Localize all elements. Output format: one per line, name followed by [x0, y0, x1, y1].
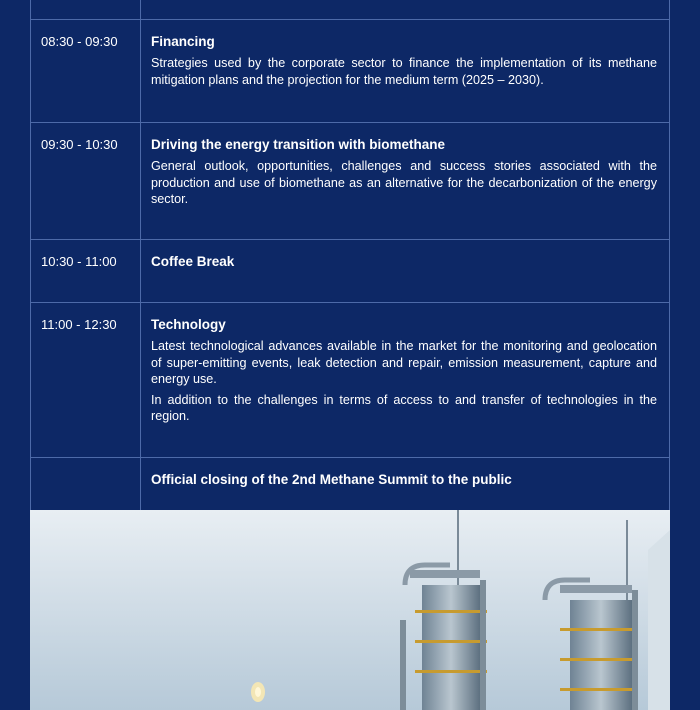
time-cell — [31, 0, 141, 20]
time-cell: 10:30 - 11:00 — [31, 240, 141, 303]
session-cell — [141, 20, 670, 123]
time-cell: 09:30 - 10:30 — [31, 123, 141, 240]
session-title: Technology — [151, 317, 226, 332]
session-title: Official closing of the 2nd Methane Summit to the public — [151, 472, 512, 487]
time-cell: 08:30 - 09:30 — [31, 20, 141, 123]
session-title: Financing — [151, 34, 215, 49]
agenda-row-biomethane — [31, 123, 670, 240]
agenda-row-registration — [31, 0, 670, 20]
session-cell — [141, 303, 670, 458]
session-cell — [141, 0, 670, 20]
session-description: Strategies used by the corporate sector to finance the implementation of its methane mitigation plans and the projection for the medium term (2025 – 2030). — [151, 56, 657, 87]
session-cell — [141, 123, 670, 240]
session-title: Driving the energy transition with biomethane — [151, 137, 446, 152]
refinery-photo — [30, 510, 670, 710]
session-description: General outlook, opportunities, challenges and success stories associated with the production and use of biomethane as an alternative for the decarbonization of the energy sector. — [151, 159, 657, 206]
session-description: In addition to the challenges in terms of access to and transfer of technologies in the region. — [151, 392, 657, 423]
agenda-row-technology — [31, 303, 670, 458]
time-cell: 11:00 - 12:30 — [31, 303, 141, 458]
session-cell — [141, 240, 670, 303]
session-title: Coffee Break — [151, 254, 235, 269]
tank — [648, 530, 670, 710]
agenda-row-financing — [31, 20, 670, 123]
refinery-illustration — [30, 510, 670, 710]
agenda-row-coffee-break — [31, 240, 670, 303]
session-description: Latest technological advances available in the market for the monitoring and geolocation of super-emitting events, leak detection and repair, emission measurement, capture and energy use. — [151, 339, 657, 386]
